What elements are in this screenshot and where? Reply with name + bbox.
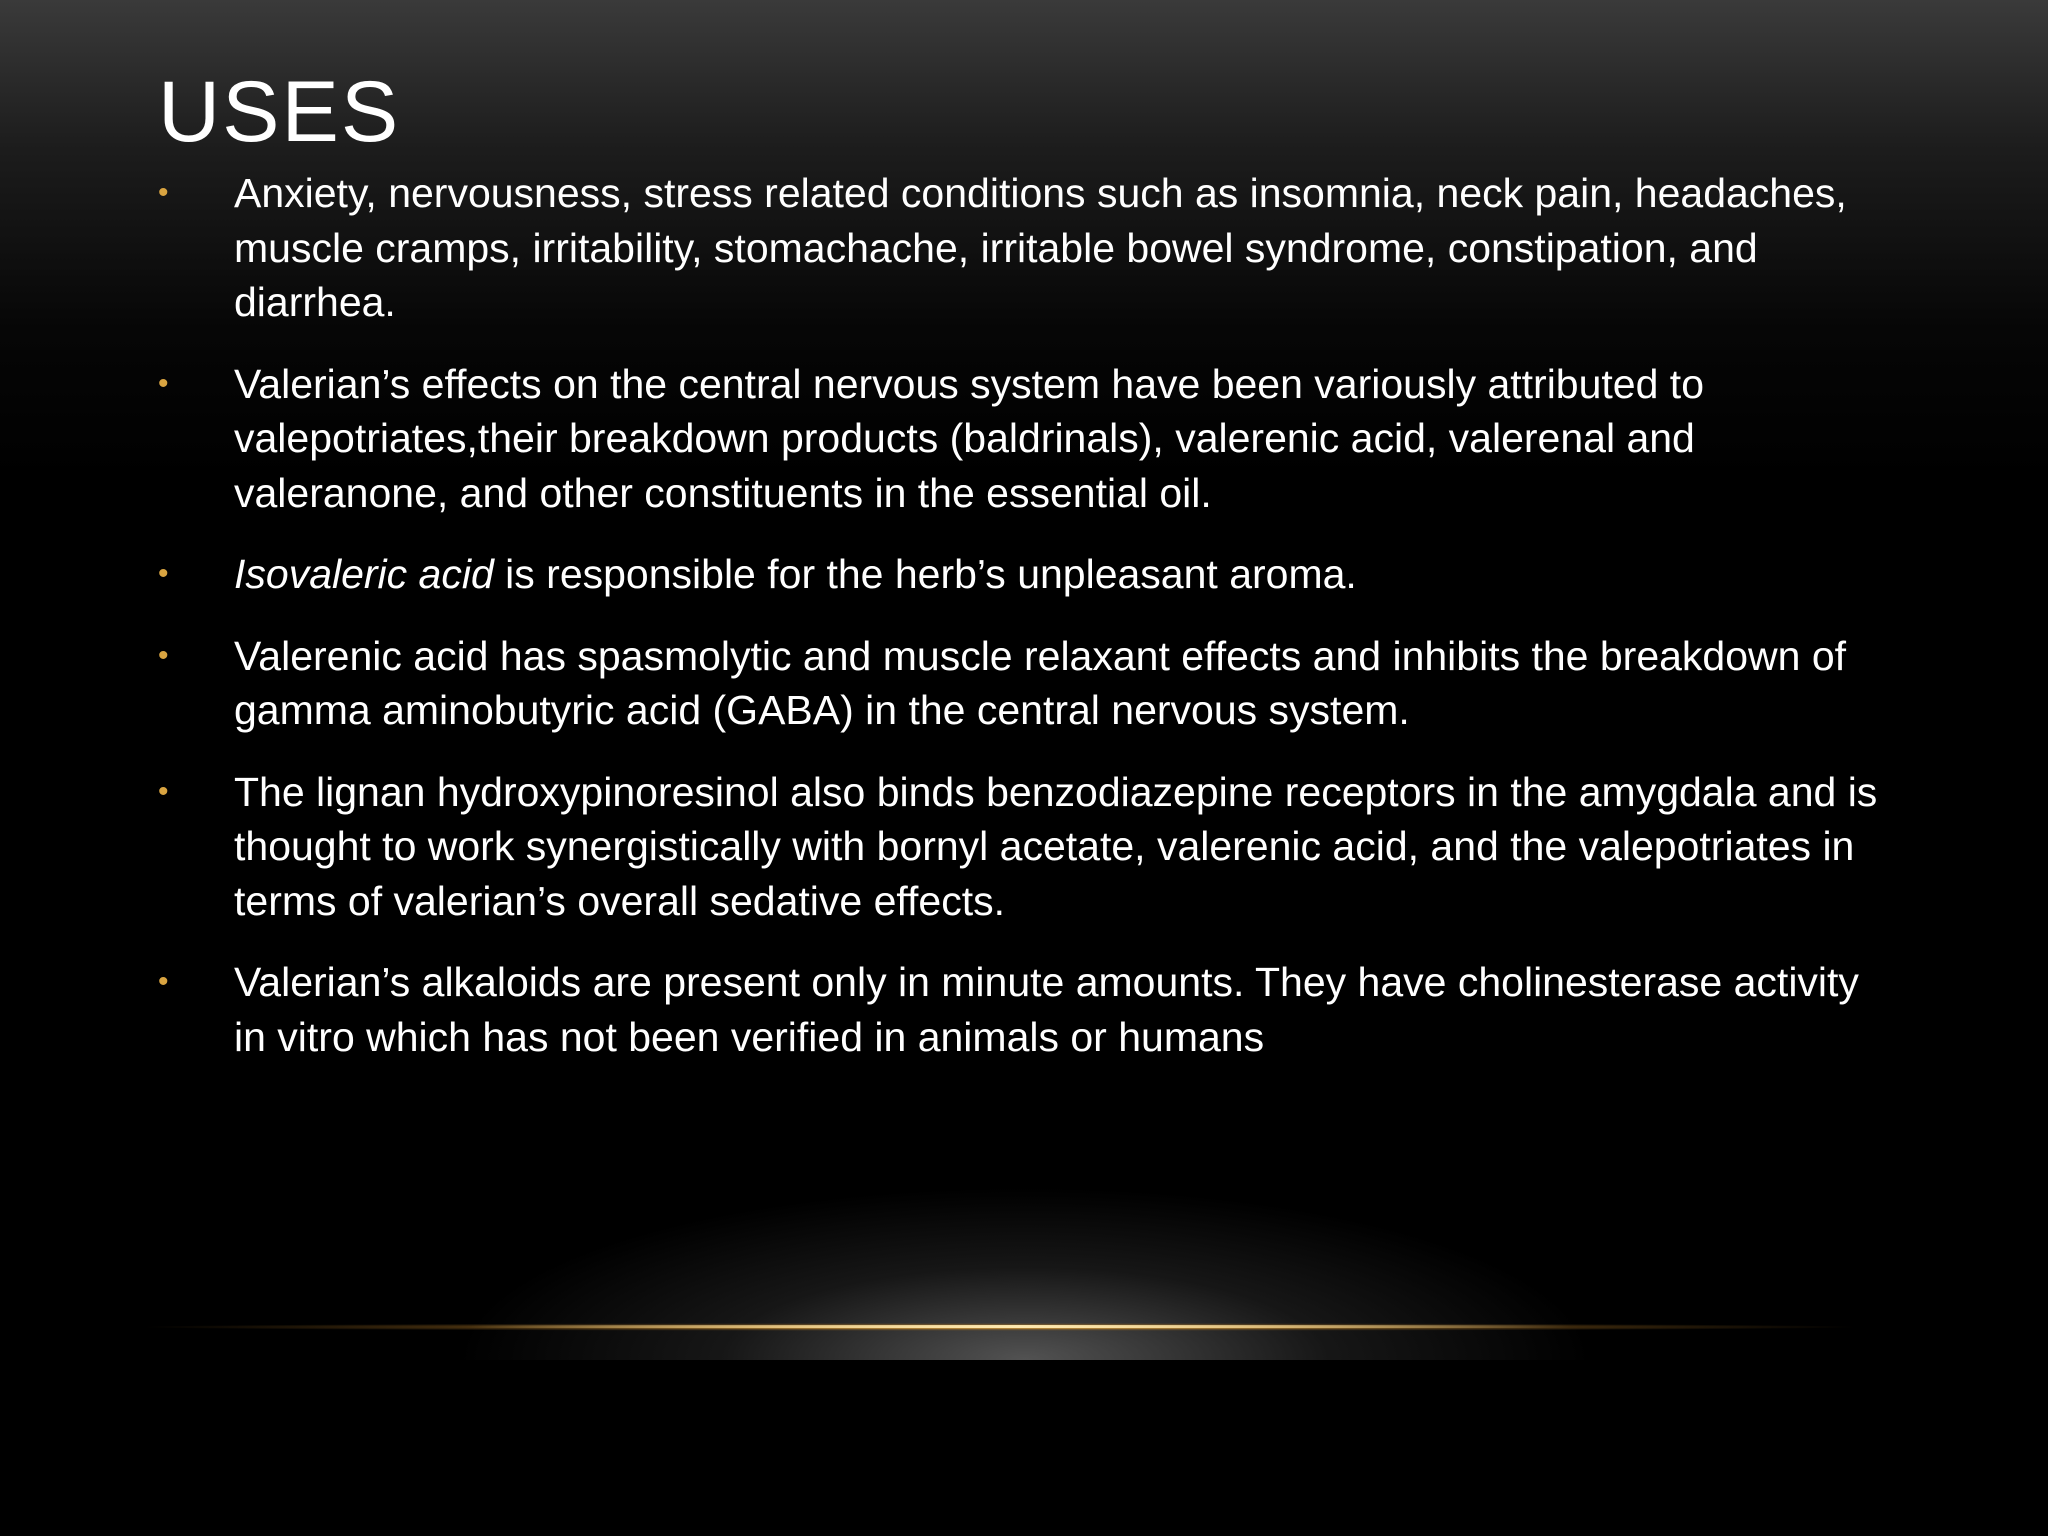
bullet-text: Anxiety, nervousness, stress related conditions such as insomnia, neck pain, headaches, muscle cramps, irritability, stomachache, irritable bowel syndrome, constipation, and diarrhea.	[234, 170, 1847, 325]
bullet-icon: •	[158, 965, 169, 998]
bullet-icon: •	[158, 176, 169, 209]
bullet-text: Valerian’s alkaloids are present only in minute amounts. They have cholinesterase activity in vitro which has not been verified in animals or humans	[234, 959, 1859, 1060]
bullet-icon: •	[158, 366, 169, 400]
bullet-icon: •	[158, 557, 169, 590]
bullet-icon: •	[158, 638, 169, 672]
bullet-item	[158, 765, 1898, 929]
accent-light-core	[470, 1325, 1570, 1328]
bullet-item	[158, 166, 1898, 330]
bullet-text: Valerenic acid has spasmolytic and muscle relaxant effects and inhibits the breakdown of gamma aminobutyric acid (GABA) in the central nervous system.	[234, 632, 1847, 733]
bullet-item	[158, 357, 1898, 521]
slide-title: USES	[158, 64, 401, 160]
bullet-icon: •	[158, 774, 169, 808]
bullet-item	[158, 955, 1898, 1064]
bullet-text: is responsible for the herb’s unpleasant aroma.	[493, 551, 1357, 597]
bullet-text: Valerian’s effects on the central nervous system have been variously attributed to valepotriates,their breakdown products (baldrinals), valerenic acid, valerenal and valeranone, and other constituents in the essential oil.	[234, 360, 1704, 516]
bullet-item	[158, 547, 1898, 602]
bullet-italic-term: Isovaleric acid	[234, 551, 494, 597]
bullet-item	[158, 629, 1898, 738]
bullet-text: The lignan hydroxypinoresinol also binds benzodiazepine receptors in the amygdala and is thought to work synergistically with bornyl acetate, valerenic acid, and the valepotriates in terms of valerian’s overall sedative effects.	[234, 768, 1878, 924]
bullet-list	[158, 166, 1898, 1091]
